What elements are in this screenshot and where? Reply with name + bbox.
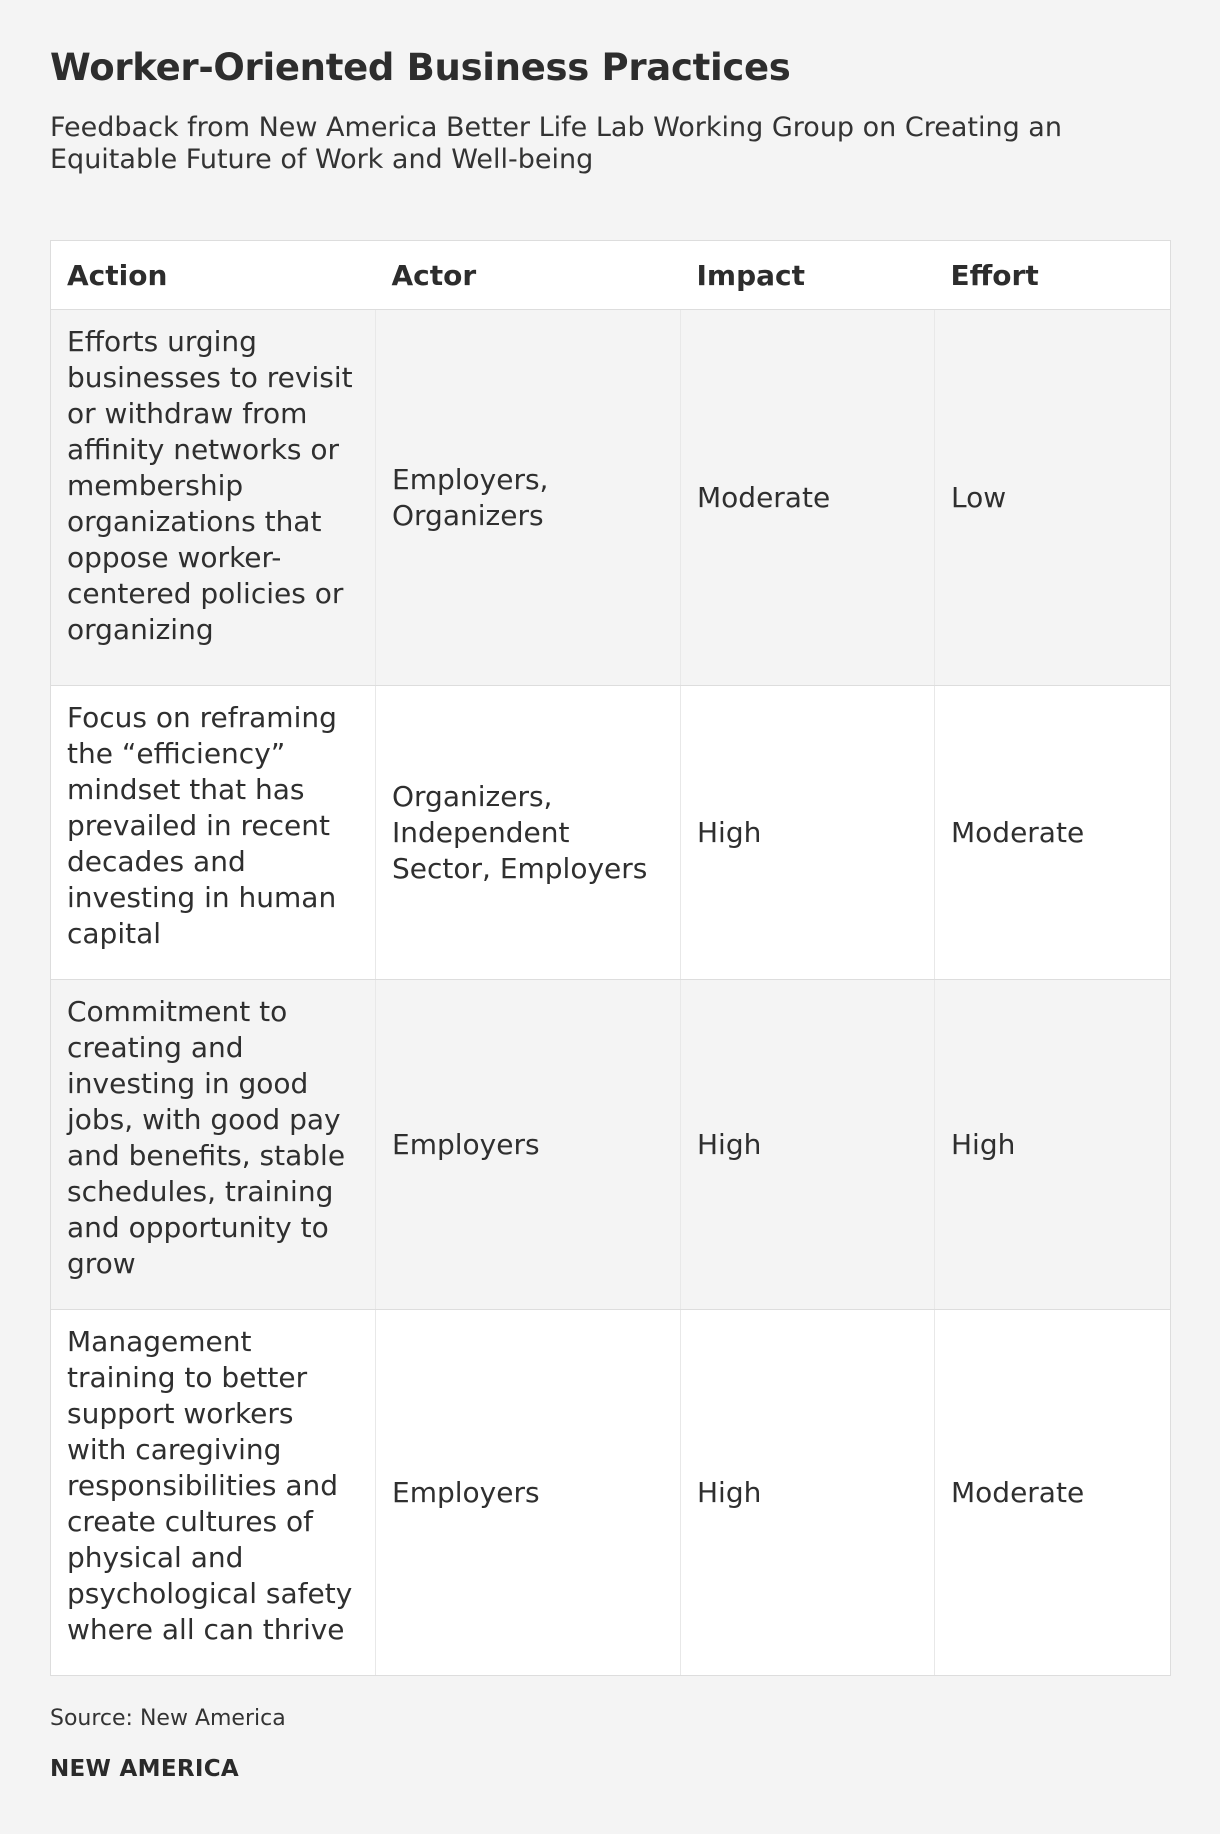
impact-cell: High <box>681 686 935 980</box>
action-cell: Focus on reframing the “efficiency” mindset that has prevailed in recent decades and investing in human capital <box>51 686 376 980</box>
source-note: Source: New America <box>50 1706 286 1731</box>
action-cell: Commitment to creating and investing in good jobs, with good pay and benefits, stable schedules, training and opportunity to grow <box>51 980 376 1310</box>
table-row <box>51 310 1171 686</box>
effort-cell: Low <box>935 310 1171 686</box>
brand-logo: NEW AMERICA <box>50 1756 239 1782</box>
action-cell: Management training to better support workers with caregiving responsibilities and create cultures of physical and psychological safety where all can thrive <box>51 1310 376 1676</box>
actor-cell: Employers <box>376 980 681 1310</box>
table-row <box>51 980 1171 1310</box>
table-row <box>51 686 1171 980</box>
column-header-actor: Actor <box>376 241 681 310</box>
impact-cell: Moderate <box>681 310 935 686</box>
table-header-row <box>51 241 1171 310</box>
column-header-effort: Effort <box>935 241 1171 310</box>
page-title: Worker-Oriented Business Practices <box>50 46 791 89</box>
actor-cell: Organizers, Independent Sector, Employers <box>376 686 681 980</box>
table-row <box>51 1310 1171 1676</box>
column-header-impact: Impact <box>681 241 935 310</box>
effort-cell: High <box>935 980 1171 1310</box>
page-subtitle: Feedback from New America Better Life Lab Working Group on Creating an Equitable Future of Work and Well-being <box>50 112 1062 175</box>
impact-cell: High <box>681 1310 935 1676</box>
column-header-action: Action <box>51 241 376 310</box>
actor-cell: Employers <box>376 1310 681 1676</box>
practices-table <box>50 240 1171 1676</box>
effort-cell: Moderate <box>935 1310 1171 1676</box>
impact-cell: High <box>681 980 935 1310</box>
action-cell: Efforts urging businesses to revisit or withdraw from affinity networks or membership organizations that oppose worker-centered policies or organizing <box>51 310 376 686</box>
actor-cell: Employers, Organizers <box>376 310 681 686</box>
effort-cell: Moderate <box>935 686 1171 980</box>
